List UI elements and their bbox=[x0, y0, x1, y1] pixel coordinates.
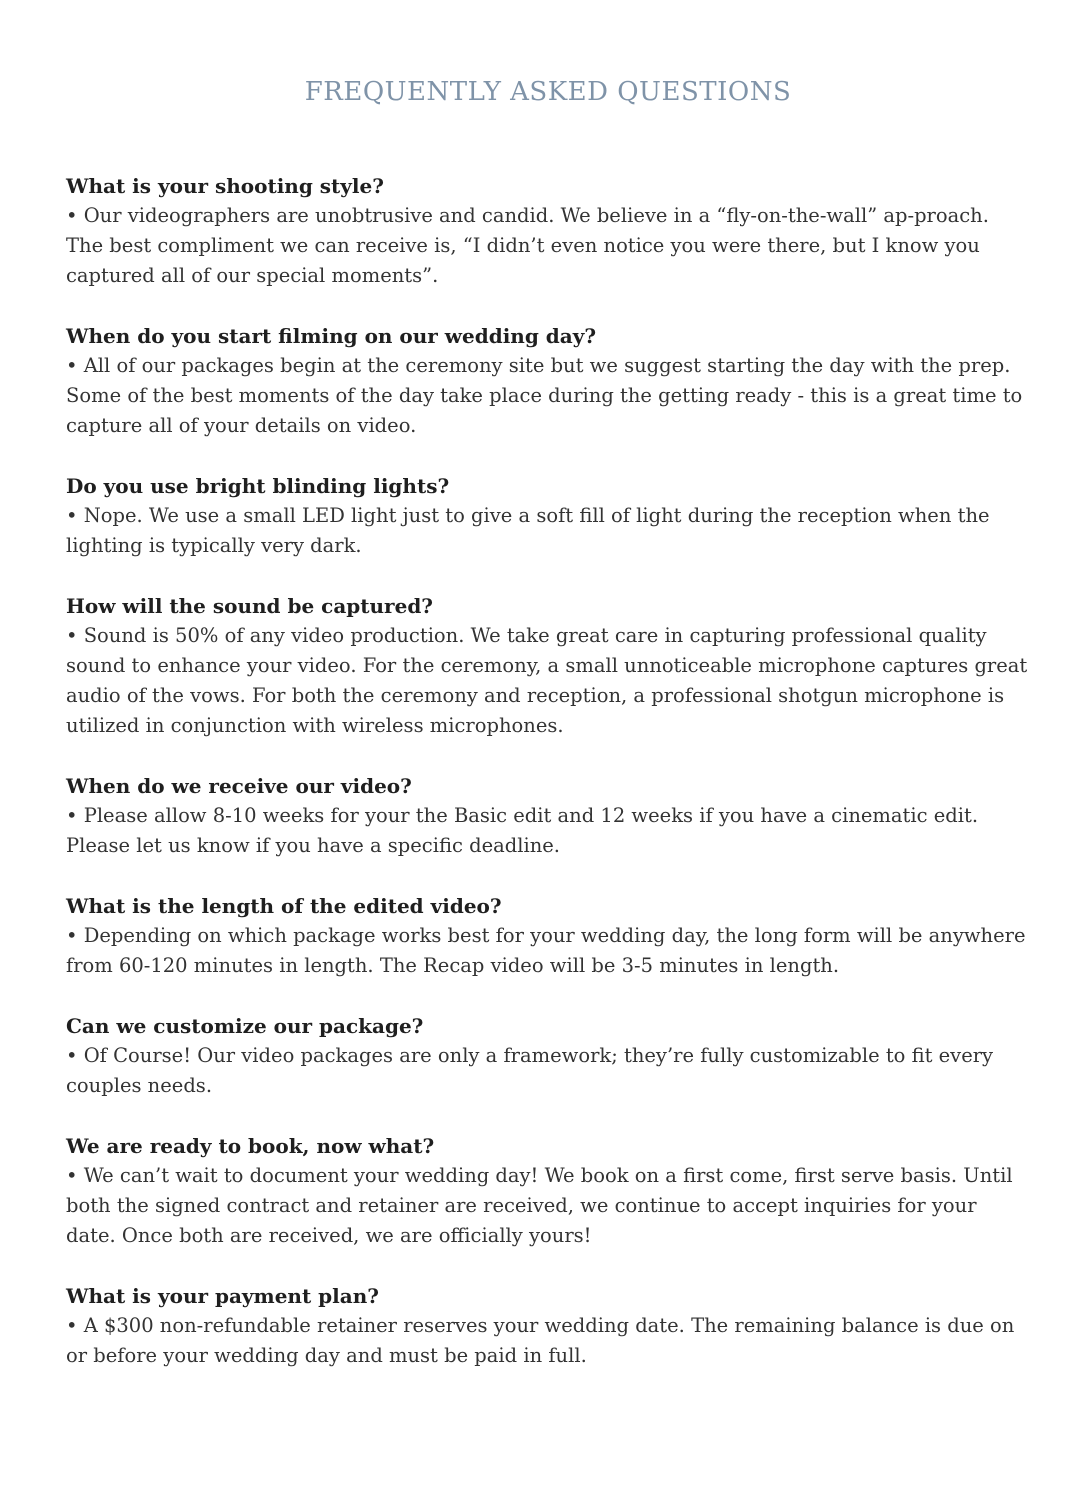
faq-answer: • Of Course! Our video packages are only a framework; they’re fully customizable to fit every couples needs. bbox=[66, 1044, 994, 1097]
faq-answer: • Sound is 50% of any video production. We take great care in capturing professional quality sound to enhance your video. For the ceremony, a small unnoticeable microphone captures great audio of the vows. For both the ceremony and reception, a professional shotgun microphone is utilized in conjunction with wireless microphones. bbox=[66, 624, 1028, 737]
faq-question: When do you start filming on our wedding day? bbox=[66, 324, 597, 348]
faq-item-sound bbox=[66, 591, 1030, 741]
faq-answer: • All of our packages begin at the ceremony site but we suggest starting the day with the prep. Some of the best moments of the day take place during the getting ready - this is a great time to capture all of your details on video. bbox=[66, 354, 1023, 437]
faq-question: When do we receive our video? bbox=[66, 774, 412, 798]
faq-answer: • We can’t wait to document your wedding day! We book on a first come, first serve basis. Until both the signed contract and retainer are received, we continue to accept inquiries for your date. Once both are received, we are officially yours! bbox=[66, 1164, 1013, 1247]
faq-answer: • Our videographers are unobtrusive and candid. We believe in a “fly-on-the-wall” ap-proach. The best compliment we can receive is, “I didn’t even notice you were there, but I know you captured all of our special moments”. bbox=[66, 204, 989, 287]
faq-item-shooting-style bbox=[66, 171, 1030, 291]
faq-question: What is your shooting style? bbox=[66, 174, 384, 198]
faq-item-customize bbox=[66, 1011, 1030, 1101]
faq-item-payment-plan bbox=[66, 1281, 1030, 1371]
faq-question: Do you use bright blinding lights? bbox=[66, 474, 450, 498]
faq-item-start-filming bbox=[66, 321, 1030, 441]
faq-answer: • Depending on which package works best for your wedding day, the long form will be anywhere from 60-120 minutes in length. The Recap video will be 3-5 minutes in length. bbox=[66, 924, 1026, 977]
faq-answer: • A $300 non-refundable retainer reserves your wedding date. The remaining balance is due on or before your wedding day and must be paid in full. bbox=[66, 1314, 1015, 1367]
faq-item-ready-to-book bbox=[66, 1131, 1030, 1251]
faq-question: Can we customize our package? bbox=[66, 1014, 424, 1038]
faq-item-lights bbox=[66, 471, 1030, 561]
faq-question: How will the sound be captured? bbox=[66, 594, 434, 618]
faq-item-receive-video bbox=[66, 771, 1030, 861]
faq-answer: • Nope. We use a small LED light just to give a soft fill of light during the reception when the lighting is typically very dark. bbox=[66, 504, 990, 557]
faq-list bbox=[66, 171, 1030, 1371]
faq-question: What is your payment plan? bbox=[66, 1284, 379, 1308]
faq-answer: • Please allow 8-10 weeks for your the Basic edit and 12 weeks if you have a cinematic edit. Please let us know if you have a specific deadline. bbox=[66, 804, 979, 857]
faq-question: We are ready to book, now what? bbox=[66, 1134, 435, 1158]
page-title: FREQUENTLY ASKED QUESTIONS bbox=[304, 77, 792, 107]
faq-item-video-length bbox=[66, 891, 1030, 981]
faq-question: What is the length of the edited video? bbox=[66, 894, 502, 918]
